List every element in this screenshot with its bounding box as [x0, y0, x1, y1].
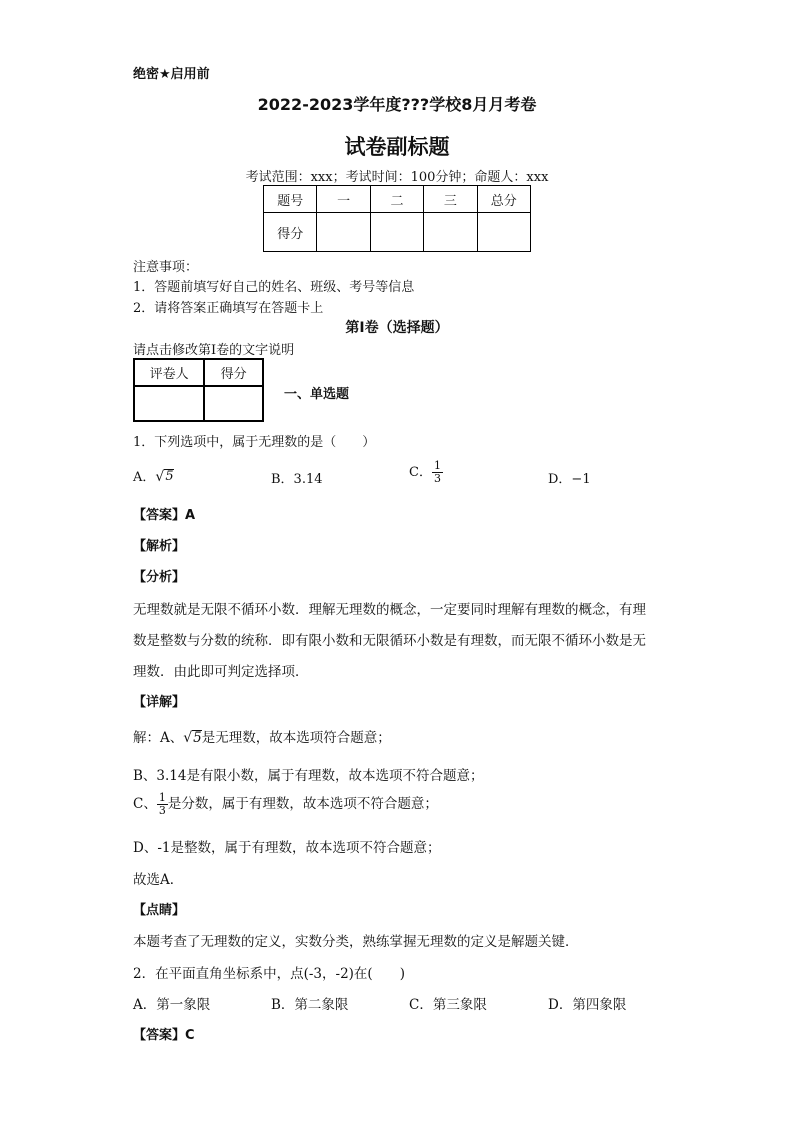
analysis-line: 无理数就是无限不循环小数．理解无理数的概念，一定要同时理解有理数的概念，有理 — [133, 602, 646, 618]
detail-line-c — [133, 792, 438, 817]
score-header-cell: 三 — [424, 186, 477, 213]
score-cell[interactable] — [317, 213, 370, 252]
score-table — [263, 185, 531, 252]
q2-answer: 【答案】C — [133, 1028, 195, 1043]
part-title: 一、单选题 — [284, 387, 350, 402]
radical-sign: √ — [183, 730, 193, 746]
score-header-cell: 二 — [370, 186, 423, 213]
grader-header-cell: 评卷人 — [134, 359, 204, 386]
question-1-stem: 1．下列选项中，属于无理数的是（ ） — [133, 435, 376, 450]
score-header-cell: 总分 — [477, 186, 530, 213]
analysis-line: 理数．由此即可判定选择项． — [133, 664, 309, 680]
fraction-numerator: 1 — [433, 459, 441, 472]
question-2-stem: 2．在平面直角坐标系中，点(-3，-2)在( ) — [133, 966, 405, 982]
q2-option-a: A．第一象限 — [133, 997, 211, 1013]
fraction-denominator: 3 — [158, 804, 166, 817]
grader-cell[interactable] — [204, 386, 263, 421]
score-header-cell: 一 — [317, 186, 370, 213]
q1-option-c — [409, 460, 443, 485]
confidential-label: 绝密★启用前 — [133, 67, 210, 82]
grader-cell[interactable] — [134, 386, 204, 421]
detail-c-suffix: 是分数，属于有理数，故本选项不符合题意； — [167, 796, 438, 812]
exam-subtitle: 试卷副标题 — [344, 135, 450, 159]
grader-header-cell: 得分 — [204, 359, 263, 386]
option-label: A． — [133, 470, 156, 485]
detail-line-b: B、3.14是有限小数，属于有理数，故本选项不符合题意； — [133, 768, 484, 784]
notes-item: 2．请将答案正确填写在答题卡上 — [133, 301, 324, 316]
exam-info: 考试范围：xxx；考试时间：100分钟；命题人：xxx — [245, 170, 549, 185]
fraction-numerator: 1 — [158, 791, 166, 804]
q1-answer: 【答案】A — [133, 508, 196, 523]
sqrt-expression — [155, 469, 173, 484]
detail-c-prefix: C、 — [133, 796, 157, 812]
detail-line-d: D、-1是整数，属于有理数，故本选项不符合题意； — [133, 840, 441, 856]
radical-sign: √ — [155, 469, 165, 485]
sqrt-value: 5 — [165, 469, 174, 484]
q2-option-c: C．第三象限 — [409, 997, 487, 1013]
q1-xiangjie-label: 【详解】 — [133, 695, 186, 710]
grader-table — [133, 358, 264, 422]
score-cell[interactable] — [424, 213, 477, 252]
exam-title: 2022-2023学年度???学校8月月考卷 — [257, 95, 537, 114]
score-cell[interactable] — [477, 213, 530, 252]
score-row-label: 得分 — [264, 213, 317, 252]
score-cell[interactable] — [370, 213, 423, 252]
section-title: 第I卷（选择题） — [345, 320, 449, 336]
q2-option-d: D．第四象限 — [548, 997, 627, 1013]
detail-a-prefix: 解：A、 — [133, 730, 184, 746]
notes-item: 1．答题前填写好自己的姓名、班级、考号等信息 — [133, 280, 415, 295]
sqrt-value: 5 — [193, 730, 202, 746]
conclusion: 故选A． — [133, 872, 184, 888]
q1-option-d: D．−1 — [548, 472, 591, 487]
section-instruction[interactable]: 请点击修改第I卷的文字说明 — [133, 343, 295, 358]
q1-dianjing-label: 【点睛】 — [133, 903, 186, 918]
detail-line-a — [133, 726, 391, 746]
q1-jiexi-label: 【解析】 — [133, 539, 186, 554]
fraction-denominator: 3 — [433, 472, 441, 485]
comment: 本题考查了无理数的定义，实数分类，熟练掌握无理数的定义是解题关键． — [133, 934, 579, 950]
detail-a-suffix: 是无理数，故本选项符合题意； — [201, 730, 391, 746]
q1-option-a — [133, 466, 174, 485]
notes-title: 注意事项： — [133, 260, 199, 275]
option-label: C． — [409, 465, 432, 480]
score-header-cell: 题号 — [264, 186, 317, 213]
q1-option-b: B．3.14 — [271, 472, 323, 487]
sqrt-expression — [183, 730, 202, 745]
q1-fenxi-label: 【分析】 — [133, 570, 186, 585]
fraction — [432, 460, 443, 485]
analysis-line: 数是整数与分数的统称．即有限小数和无限循环小数是有理数，而无限不循环小数是无 — [133, 633, 646, 649]
q2-option-b: B．第二象限 — [271, 997, 349, 1013]
fraction — [157, 792, 168, 817]
